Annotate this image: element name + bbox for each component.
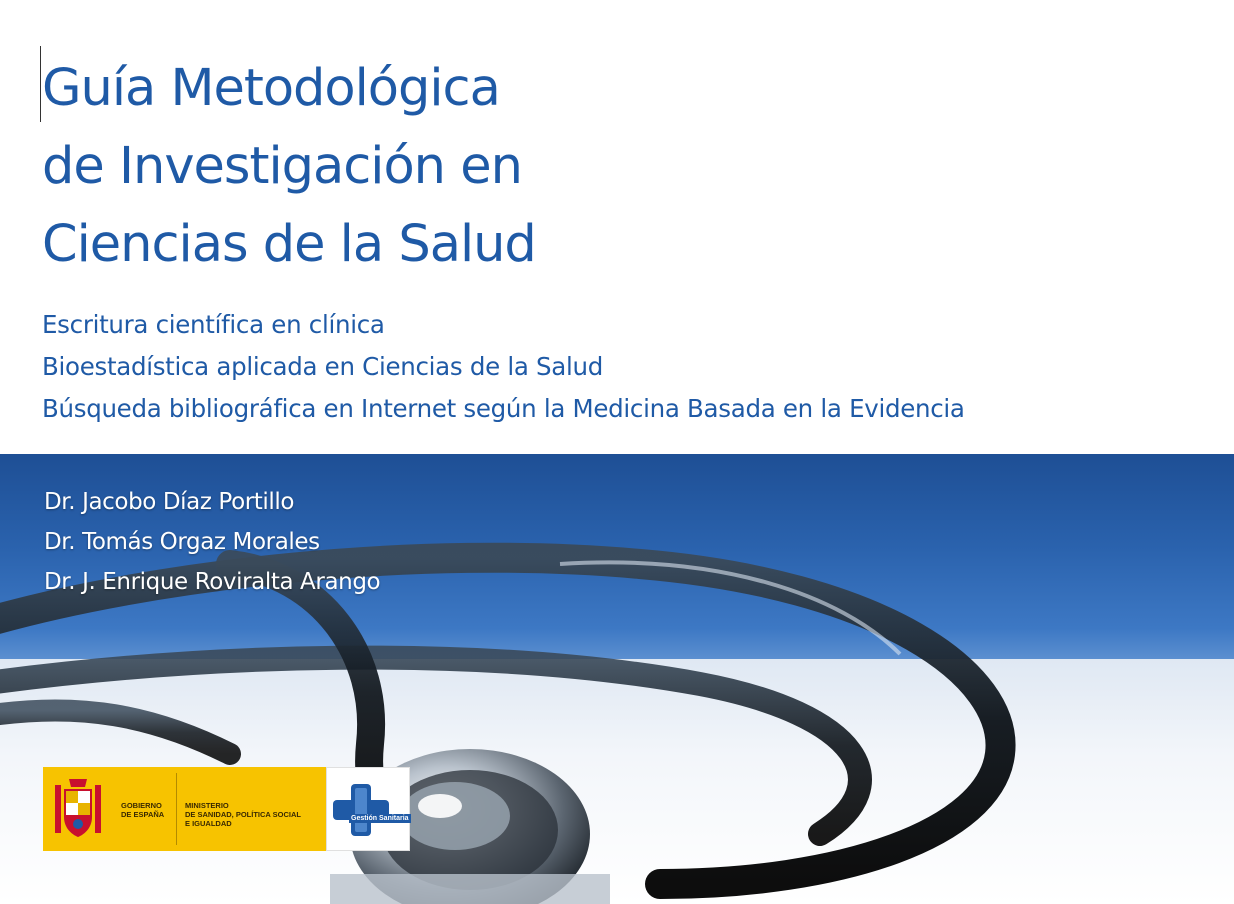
logo-divider: [176, 773, 177, 845]
subtitle-list: [42, 304, 965, 430]
title-line-1: Guía Metodológica: [42, 59, 500, 118]
gobierno-logo: [43, 767, 326, 851]
subtitle-2: Bioestadística aplicada en Ciencias de la Salud: [42, 352, 604, 381]
document-title: [42, 50, 536, 284]
ingesa-logo: [326, 767, 410, 851]
author-3: Dr. J. Enrique Roviralta Arango: [44, 569, 381, 595]
gobierno-label: GOBIERNO DE ESPAÑA: [121, 801, 165, 819]
ingesa-label: Gestión Sanitaria: [351, 815, 409, 822]
ministerio-label: MINISTERIO DE SANIDAD, POLÍTICA SOCIAL E IGUALDAD: [185, 801, 301, 828]
author-1: Dr. Jacobo Díaz Portillo: [44, 489, 295, 515]
title-line-3: Ciencias de la Salud: [42, 215, 536, 274]
author-2: Dr. Tomás Orgaz Morales: [44, 529, 320, 555]
title-line-2: de Investigación en: [42, 137, 522, 196]
publisher-logos: [43, 767, 410, 851]
spain-coat-of-arms-icon: [55, 777, 101, 841]
ingesa-cross-icon: [333, 784, 405, 836]
author-list: [44, 482, 380, 602]
subtitle-3: Búsqueda bibliográfica en Internet según la Medicina Basada en la Evidencia: [42, 394, 965, 423]
subtitle-1: Escritura científica en clínica: [42, 310, 385, 339]
text-cursor: [40, 46, 41, 122]
